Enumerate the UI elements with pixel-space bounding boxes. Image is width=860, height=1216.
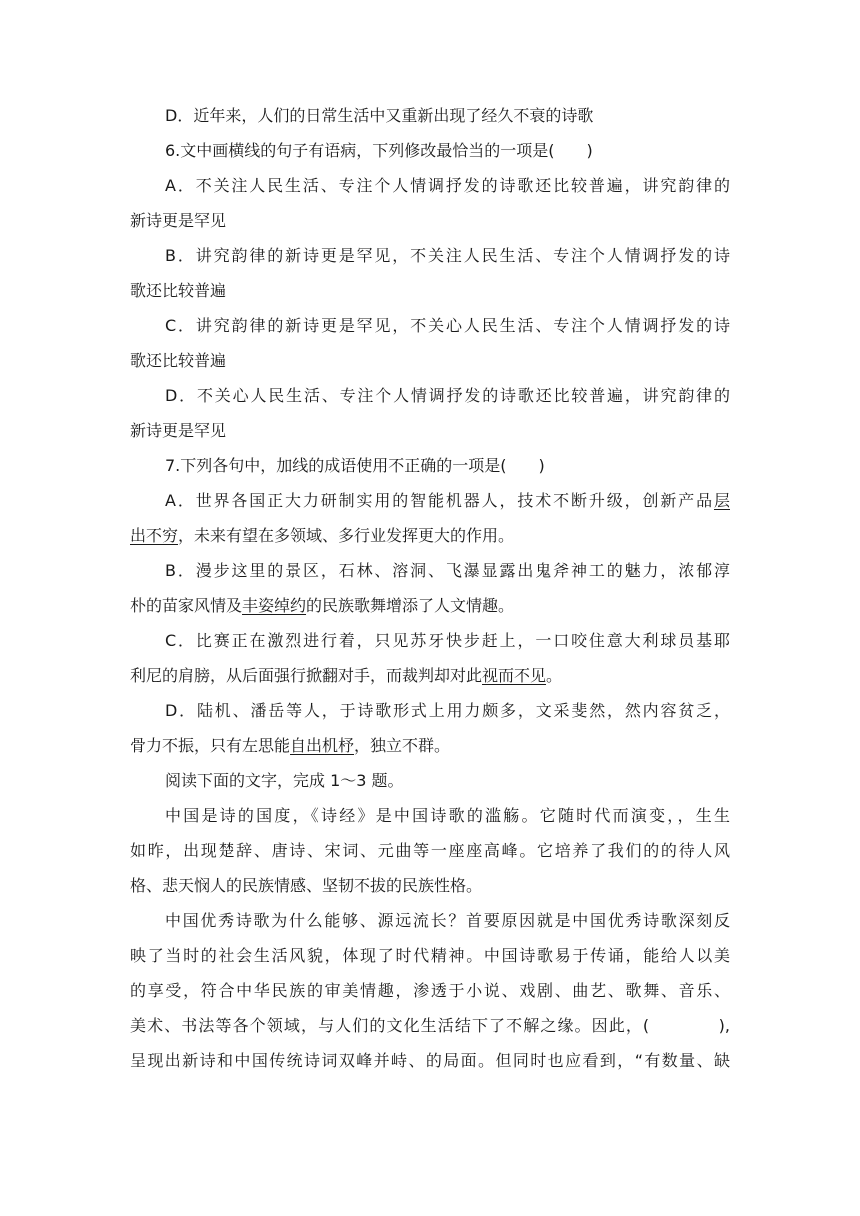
q7-option-a-idiom-part1: 层 [713, 491, 730, 510]
q7-option-d-cont-tail: ，独立不群。 [354, 736, 451, 755]
q7-option-c: C．比赛正在激烈进行着，只见苏牙快步赶上，一口咬住意大利球员基耶 [165, 631, 730, 650]
q6-option-b: B．讲究韵律的新诗更是罕见，不关注人民生活、专注个人情调抒发的诗 [165, 246, 730, 265]
q5-option-d: D．近年来，人们的日常生活中又重新出现了经久不衰的诗歌 [165, 106, 594, 125]
q7-option-a-cont-text: ，未来有望在多领域、多行业发挥更大的作用。 [178, 526, 515, 545]
q7-option-b-idiom: 丰姿绰约 [242, 596, 307, 615]
passage-p1-line2: 如昨，出现楚辞、唐诗、宋词、元曲等一座座高峰。它培养了我们的的待人风 [130, 841, 730, 860]
passage-p2-line1: 中国优秀诗歌为什么能够、源远流长？首要原因就是中国优秀诗歌深刻反 [165, 911, 730, 930]
q7-option-a-text: A．世界各国正大力研制实用的智能机器人，技术不断升级，创新产品 [165, 491, 714, 510]
passage-p2-line4: 美术、书法等各个领域，与人们的文化生活结下了不解之缘。因此，( ), [130, 1016, 730, 1035]
q6-option-a-cont: 新诗更是罕见 [130, 211, 227, 230]
q6-option-d: D．不关心人民生活、专注个人情调抒发的诗歌还比较普遍，讲究韵律的 [165, 386, 730, 405]
q6-option-a: A．不关注人民生活、专注个人情调抒发的诗歌还比较普遍，讲究韵律的 [165, 176, 730, 195]
q7-option-b-cont-tail: 的民族歌舞增添了人文情趣。 [306, 596, 515, 615]
q7-option-d-cont-text: 骨力不振，只有左思能 [130, 736, 291, 755]
q7-option-c-cont-text: 利尼的肩膀，从后面强行掀翻对手，而裁判却对此 [130, 666, 483, 685]
q6-option-c-cont: 歌还比较普遍 [130, 351, 227, 370]
passage-p2-line3: 的享受，符合中华民族的审美情趣，渗透于小说、戏剧、曲艺、歌舞、音乐、 [130, 981, 730, 1000]
q6-option-d-cont: 新诗更是罕见 [130, 421, 227, 440]
q7-option-d: D．陆机、潘岳等人，于诗歌形式上用力颇多，文采斐然，然内容贫乏， [165, 701, 730, 720]
q7-option-d-cont [130, 736, 730, 756]
q7-option-d-idiom: 自出机杼 [290, 736, 355, 755]
q7-option-a [165, 491, 730, 511]
q7-option-b: B．漫步这里的景区，石林、溶洞、飞瀑显露出鬼斧神工的魅力，浓郁淳 [165, 561, 730, 580]
passage-p2-line5: 呈现出新诗和中国传统诗词双峰并峙、的局面。但同时也应看到，“有数量、缺 [130, 1051, 730, 1070]
reading-intro: 阅读下面的文字，完成 1～3 题。 [165, 771, 404, 790]
passage-p1-line3: 格、悲天悯人的民族情感、坚韧不拔的民族性格。 [130, 876, 483, 895]
passage-p2-line2: 映了当时的社会生活风貌，体现了时代精神。中国诗歌易于传诵，能给人以美 [130, 946, 730, 965]
q7-option-a-idiom-part2: 出不穷 [130, 526, 179, 545]
q6-option-c: C．讲究韵律的新诗更是罕见，不关心人民生活、专注个人情调抒发的诗 [165, 316, 730, 335]
q7-option-c-cont [130, 666, 730, 686]
q7-option-b-cont [130, 596, 730, 616]
passage-p1-line1: 中国是诗的国度，《诗经》是中国诗歌的滥觞。它随时代而演变，，生生 [165, 806, 730, 825]
q7-option-c-cont-tail: 。 [546, 666, 563, 685]
q7-option-c-idiom: 视而不见 [482, 666, 547, 685]
q6-option-b-cont: 歌还比较普遍 [130, 281, 227, 300]
q7-option-a-cont [130, 526, 730, 546]
q7-option-b-cont-text: 朴的苗家风情及 [130, 596, 243, 615]
q7-stem: 7.下列各句中，加线的成语使用不正确的一项是( ) [165, 456, 545, 475]
q6-stem: 6.文中画横线的句子有语病，下列修改最恰当的一项是( ) [165, 141, 593, 160]
